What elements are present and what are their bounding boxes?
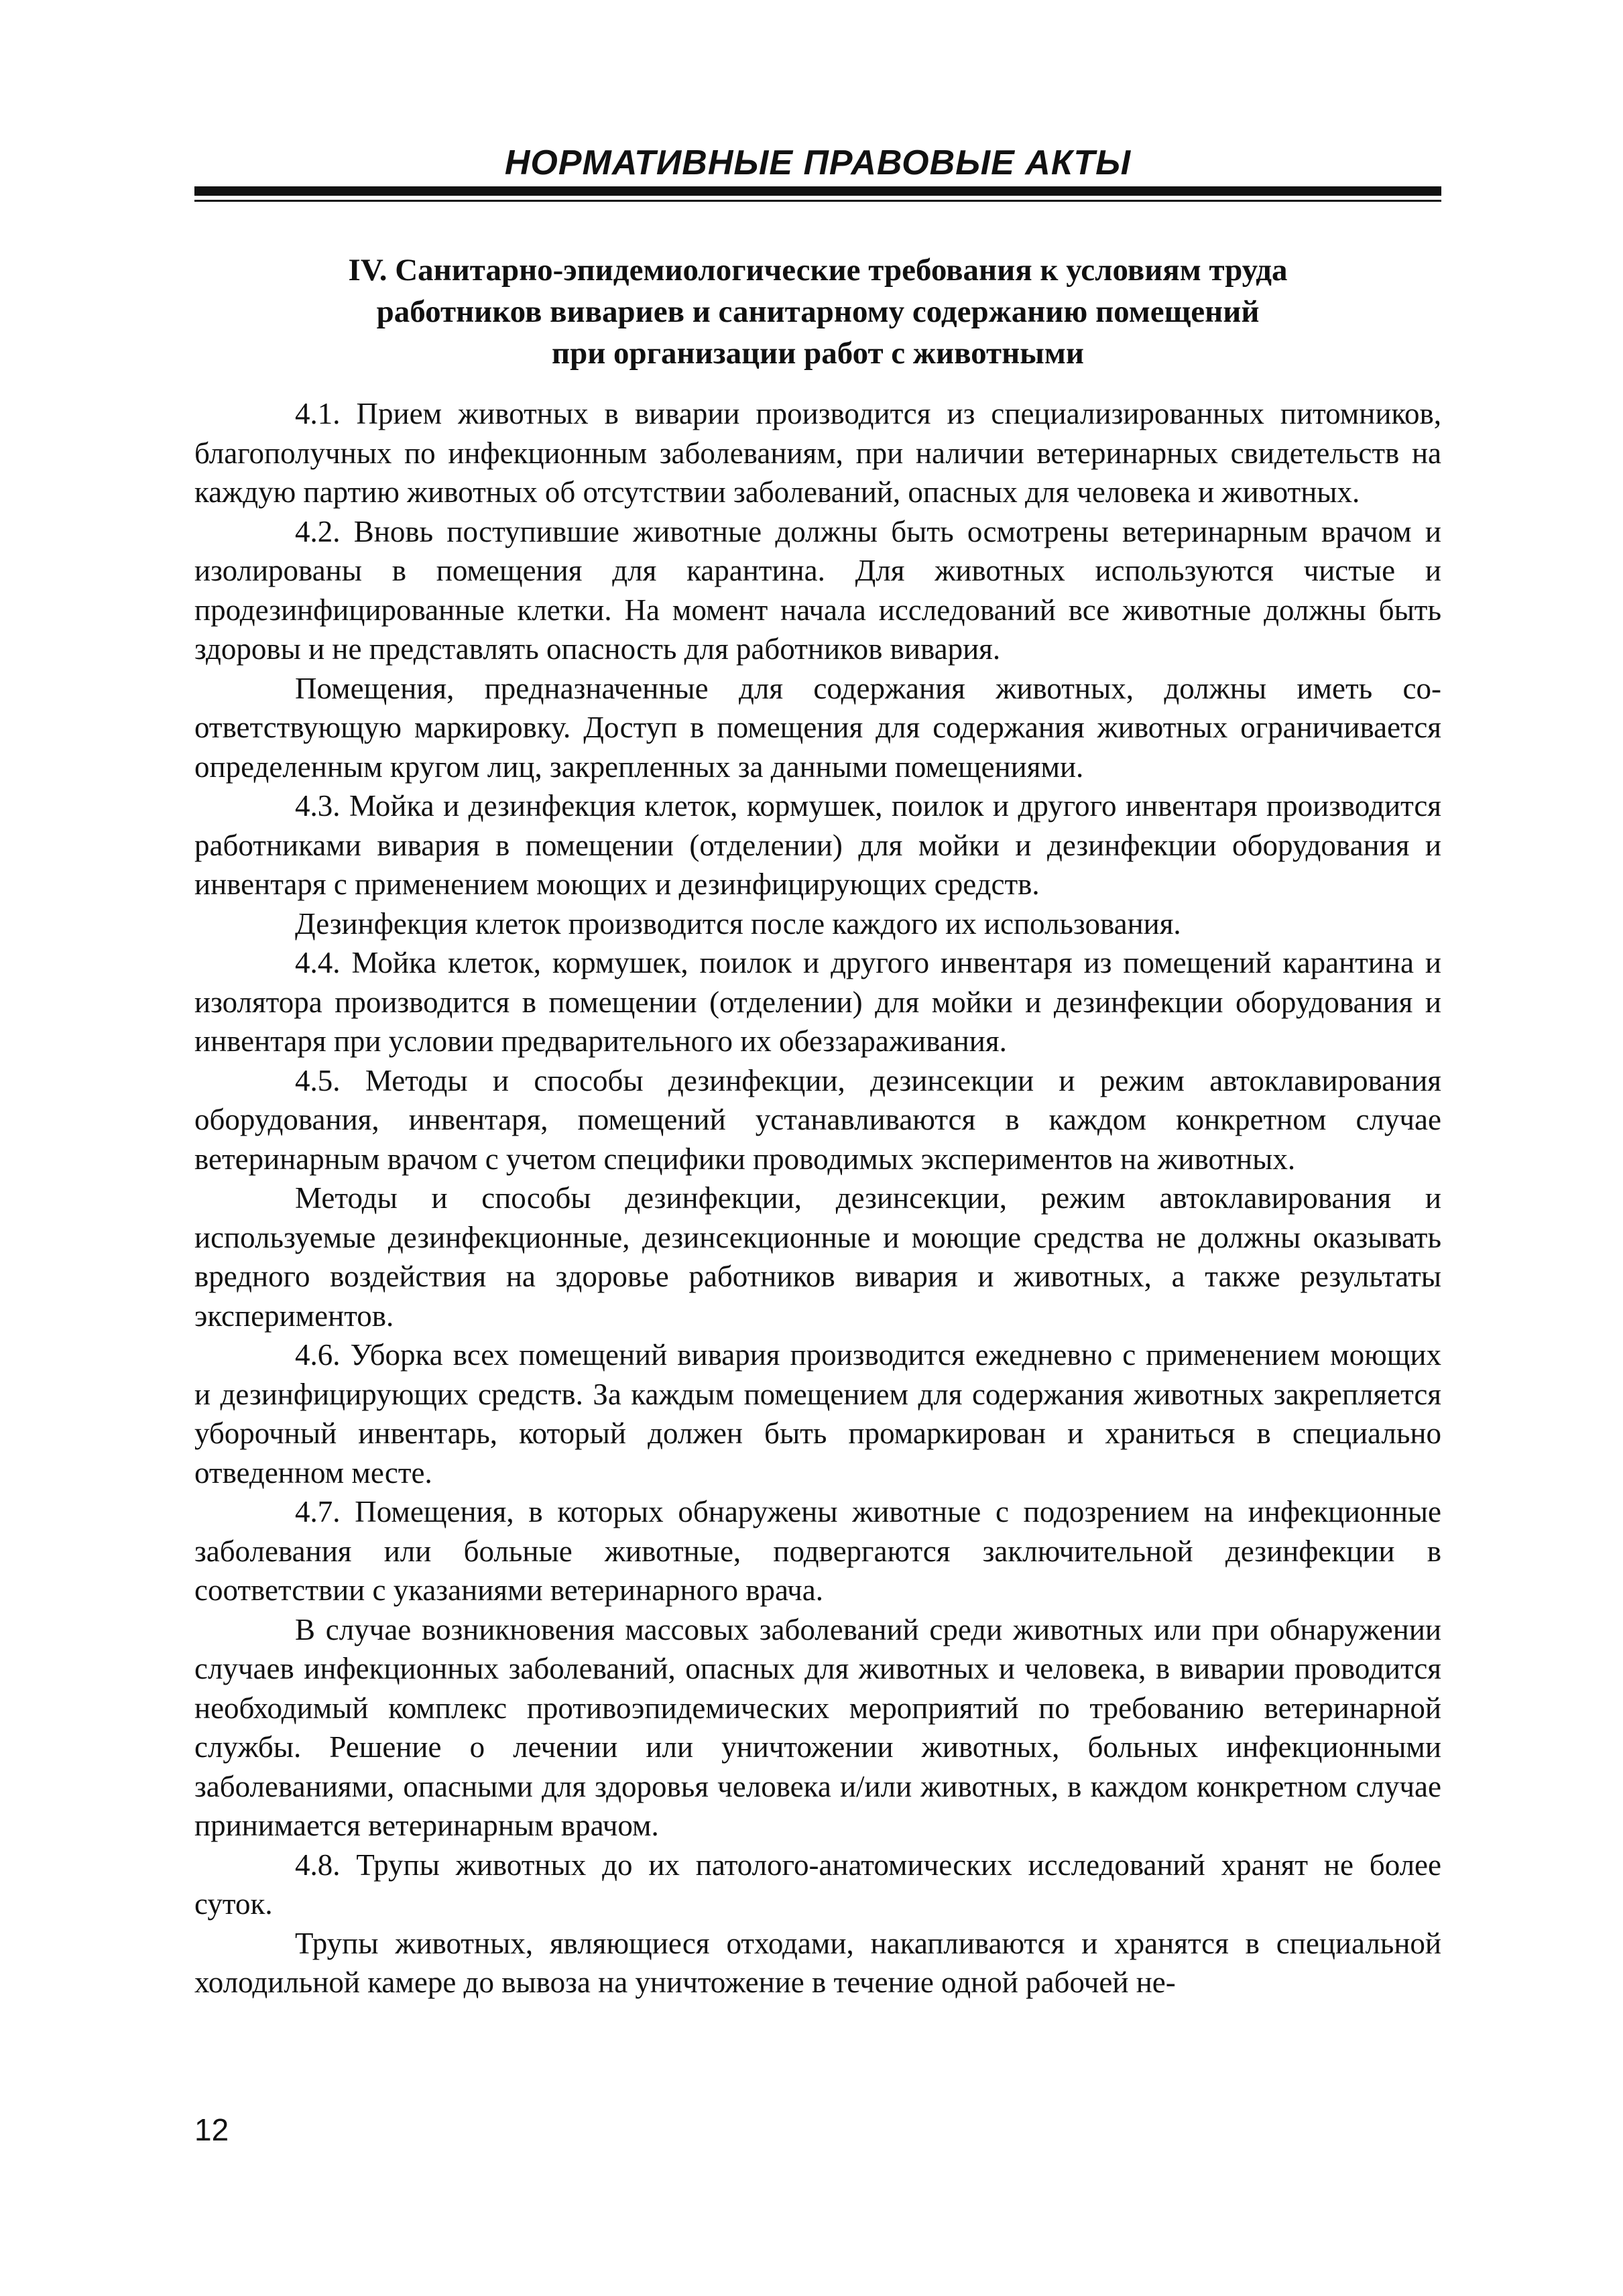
page-number: 12	[194, 2112, 229, 2147]
paragraph-mass-disease: В случае возникновения массовых заболеваний среди животных или при обнаружении случаев инфекционных заболеваний, опасных для животных и человека, в виварии проводится необходимый комплекс противоэпидемических мероприятий по требованию ветеринарной службы. Решение о лечении или уничтожении животных, больных инфекционными заболеваниями, опасными для здоровья человека и/или животных, в каждом конкретном случае принимается ветеринарным врачом.	[194, 1612, 1441, 1842]
paragraph-4-8: 4.8. Трупы животных до их патолого-анатомических исследований хранят не более суток.	[194, 1848, 1441, 1921]
running-header	[194, 139, 1441, 202]
paragraph-cage-disinfection: Дезинфекция клеток производится после каждого их использования.	[295, 906, 1181, 941]
paragraph-4-7: 4.7. Помещения, в которых обнаружены животные с подозрением на инфекционные заболевания или больные животные, подвергаются заключительной дезинфекции в соответствии с указаниями ветеринарного врача.	[194, 1495, 1441, 1607]
paragraph-4-6: 4.6. Уборка всех помещений вивария производится ежедневно с применением моющих и дезинфицирующих средств. За каждым помещением для содержания животных закрепляется уборочный инвентарь, который должен быть промаркирован и храниться в специально отведенном месте.	[194, 1338, 1441, 1490]
paragraph-4-4: 4.4. Мойка клеток, кормушек, поилок и другого инвентаря из помещений карантина и изолятора производится в помещении (отделении) для мойки и дезинфекции оборудования и инвентаря при условии предварительного их обеззараживания.	[194, 946, 1441, 1058]
body-text	[194, 394, 1441, 2002]
header-rule-thick	[194, 186, 1441, 196]
paragraph-premises-marking: Помещения, предназначенные для содержания животных, должны иметь соответствующую маркировку. Доступ в помещения для содержания животных ограничивается определенным кругом лиц, закрепленных за данными помещениями.	[194, 671, 1441, 784]
paragraph-4-5: 4.5. Методы и способы дезинфекции, дезинсекции и режим автоклавирования оборудования, инвентаря, помещений устанавливаются в каждом конкретном случае ветеринарным врачом с учетом специфики проводимых экспериментов на животных.	[194, 1063, 1441, 1176]
section-title	[194, 249, 1441, 374]
paragraph-disinfection-methods: Методы и способы дезинфекции, дезинсекции, режим автоклавирования и используемые дезинфекционные, дезинсекционные и моющие средства не должны оказывать вредного воздействия на здоровье работников вивария и животных, а также результаты экспериментов.	[194, 1181, 1441, 1333]
section-title-line: при организации работ с животными	[552, 336, 1084, 371]
paragraph-4-2: 4.2. Вновь поступившие животные должны быть осмотрены ветеринарным врачом и изолированы в помещения для карантина. Для животных используются чистые и продезинфицированные клетки. На момент начала исследований все животные должны быть здоровы и не представлять опасность для работников вивария.	[194, 514, 1441, 666]
section-title-line: IV. Санитарно-эпидемиологические требования к условиям труда	[348, 253, 1288, 288]
header-rule-thin	[194, 200, 1441, 202]
header-title: НОРМАТИВНЫЕ ПРАВОВЫЕ АКТЫ	[504, 143, 1132, 182]
paragraph-4-3: 4.3. Мойка и дезинфекция клеток, кормушек, поилок и другого инвентаря производится работниками вивария в помещении (отделении) для мойки и дезинфекции оборудования и инвентаря с применением моющих и дезинфицирующих средств.	[194, 789, 1441, 901]
section-title-line: работников вивариев и санитарному содержанию помещений	[376, 294, 1260, 329]
paragraph-carcass-storage: Трупы животных, являющиеся отходами, накапливаются и хранятся в специальной холодильной камере до вывоза на уничтожение в течение одной рабочей не-	[194, 1926, 1441, 1999]
paragraph-4-1: 4.1. Прием животных в виварии производится из специализированных питомников, благополучных по инфекционным заболеваниям, при наличии ветеринарных свидетельств на каждую партию животных об отсутствии заболеваний, опасных для человека и животных.	[194, 397, 1441, 509]
